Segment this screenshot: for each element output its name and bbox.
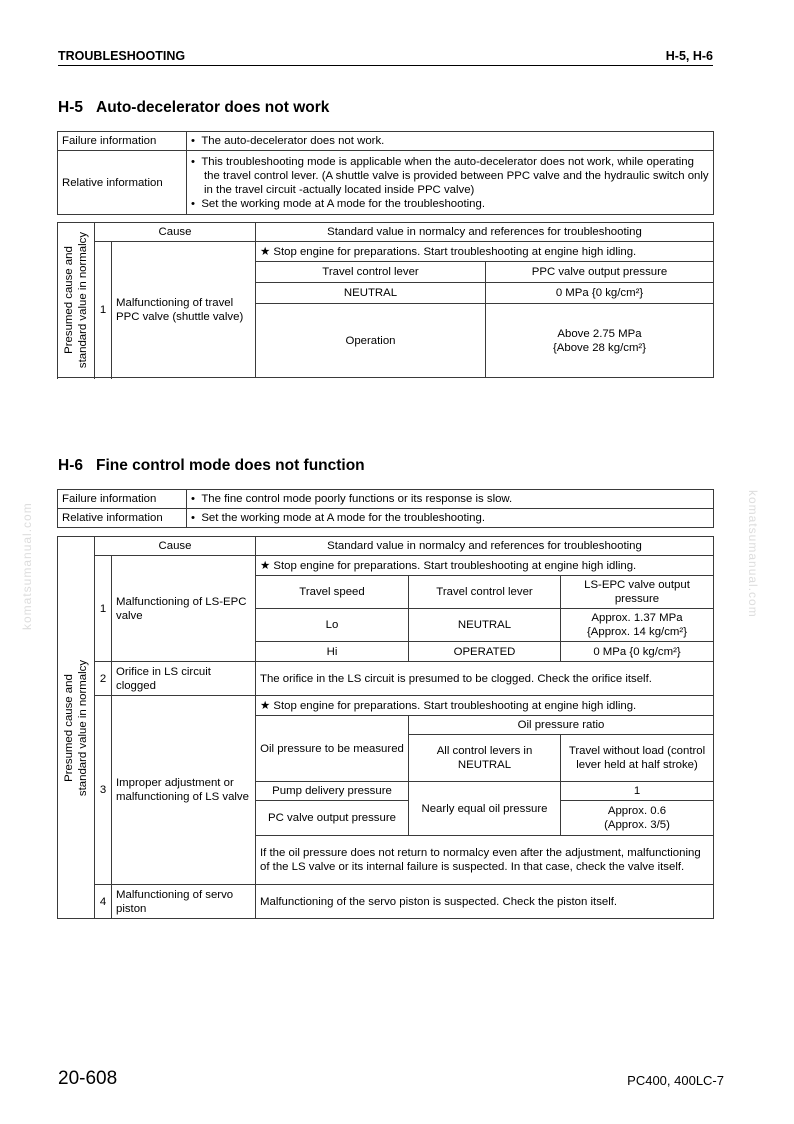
- h5-row-cause: Malfunctioning of travel PPC valve (shuttle valve): [112, 242, 256, 378]
- model-name: PC400, 400LC-7: [627, 1073, 724, 1088]
- h5-relative-label: Relative information: [58, 151, 187, 215]
- h5-pressure-operation: Above 2.75 MPa {Above 28 kg/cm²}: [486, 304, 714, 378]
- h6-r4-cause: Malfunctioning of servo piston: [112, 885, 256, 919]
- h5-info-table: [57, 131, 714, 215]
- h6-r1-lo-lever: NEUTRAL: [409, 609, 561, 642]
- h6-r3-neutral-header: All control levers in NEUTRAL: [409, 735, 561, 782]
- h6-r1-hi-lever: OPERATED: [409, 642, 561, 662]
- h5-row-note: ★ Stop engine for preparations. Start troubleshooting at engine high idling.: [256, 242, 714, 262]
- h6-title: [58, 457, 365, 475]
- h6-r3-note: ★ Stop engine for preparations. Start troubleshooting at engine high idling.: [256, 696, 714, 716]
- h6-info-table: [57, 489, 714, 528]
- h5-pressure-neutral: 0 MPa {0 kg/cm²}: [486, 283, 714, 304]
- h6-r3-pump-value: 1: [561, 782, 714, 801]
- h5-lever-neutral: NEUTRAL: [256, 283, 486, 304]
- h6-r3-ratio-header: Oil pressure ratio: [409, 716, 714, 735]
- h6-r1-hi: Hi: [256, 642, 409, 662]
- header-codes: H-5, H-6: [665, 49, 713, 63]
- h6-r3-cause: Improper adjustment or malfunctioning of LS valve: [112, 696, 256, 885]
- h6-r4-text: Malfunctioning of the servo piston is suspected. Check the piston itself.: [256, 885, 714, 919]
- h6-r1-cause: Malfunctioning of LS-EPC valve: [112, 556, 256, 662]
- page-number: 20-608: [58, 1068, 118, 1089]
- h5-title-text: Auto-decelerator does not work: [96, 99, 330, 116]
- h5-col-pressure-header: PPC valve output pressure: [486, 262, 714, 283]
- h5-number: H-5: [58, 99, 83, 116]
- h6-std-header: Standard value in normalcy and references for troubleshooting: [256, 537, 714, 556]
- watermark-right: komatsumanual.com: [746, 490, 760, 618]
- h6-r3-oil-header: Oil pressure to be measured: [256, 716, 409, 782]
- h6-r1-lever-header: Travel control lever: [409, 576, 561, 609]
- h6-side-label: Presumed cause and standard value in normalcy: [58, 537, 95, 919]
- h5-title: [58, 99, 329, 117]
- h6-r1-lo-pressure: Approx. 1.37 MPa {Approx. 14 kg/cm²}: [561, 609, 714, 642]
- h6-cause-table: [57, 536, 714, 919]
- h5-cause-header: Cause: [95, 223, 256, 242]
- h6-r3-pump: Pump delivery pressure: [256, 782, 409, 801]
- h6-r2-cause: Orifice in LS circuit clogged: [112, 662, 256, 696]
- h6-r1-output-header: LS-EPC valve output pressure: [561, 576, 714, 609]
- h6-relative-text: • Set the working mode at A mode for the troubleshooting.: [187, 509, 714, 528]
- h6-failure-label: Failure information: [58, 490, 187, 509]
- h6-r3-number: 3: [95, 696, 112, 885]
- h6-r3-travel-header: Travel without load (control lever held at half stroke): [561, 735, 714, 782]
- h5-row-number: 1: [95, 242, 112, 378]
- h6-number: H-6: [58, 457, 83, 474]
- page-header: [58, 47, 713, 66]
- h6-r4-number: 4: [95, 885, 112, 919]
- h5-std-header: Standard value in normalcy and references for troubleshooting: [256, 223, 714, 242]
- h6-r3-pc: PC valve output pressure: [256, 801, 409, 836]
- h6-relative-label: Relative information: [58, 509, 187, 528]
- h6-r3-pc-value: Approx. 0.6 (Approx. 3/5): [561, 801, 714, 836]
- h6-r1-note: ★ Stop engine for preparations. Start troubleshooting at engine high idling.: [256, 556, 714, 576]
- h5-col-lever-header: Travel control lever: [256, 262, 486, 283]
- h6-r1-lo: Lo: [256, 609, 409, 642]
- h5-side-label: Presumed cause and standard value in normalcy: [58, 223, 95, 378]
- header-section: TROUBLESHOOTING: [58, 49, 186, 63]
- h6-failure-text: • The fine control mode poorly functions or its response is slow.: [187, 490, 714, 509]
- h5-failure-label: Failure information: [58, 132, 187, 151]
- h5-relative-text: • This troubleshooting mode is applicable when the auto-decelerator does not work, while operating the travel control lever. (A shuttle valve is provided between PPC valve and the hydraulic switch only in the travel circuit -actually located inside PPC valve) • Set the working mode at A mode for the troubleshooting.: [187, 151, 714, 215]
- h6-title-text: Fine control mode does not function: [96, 457, 365, 474]
- h6-r3-equal: Nearly equal oil pressure: [409, 782, 561, 836]
- h6-r2-number: 2: [95, 662, 112, 696]
- h5-failure-text: • The auto-decelerator does not work.: [187, 132, 714, 151]
- h5-lever-operation: Operation: [256, 304, 486, 378]
- h6-r1-number: 1: [95, 556, 112, 662]
- h5-cause-table: [57, 222, 714, 378]
- h6-r3-footnote: If the oil pressure does not return to normalcy even after the adjustment, malfunctioning of the LS valve or its internal failure is suspected. In that case, check the valve itself.: [256, 836, 714, 885]
- h6-r1-speed-header: Travel speed: [256, 576, 409, 609]
- watermark-left: komatsumanual.com: [20, 502, 34, 630]
- h6-r2-text: The orifice in the LS circuit is presumed to be clogged. Check the orifice itself.: [256, 662, 714, 696]
- h6-r1-hi-pressure: 0 MPa {0 kg/cm²}: [561, 642, 714, 662]
- h6-cause-header: Cause: [95, 537, 256, 556]
